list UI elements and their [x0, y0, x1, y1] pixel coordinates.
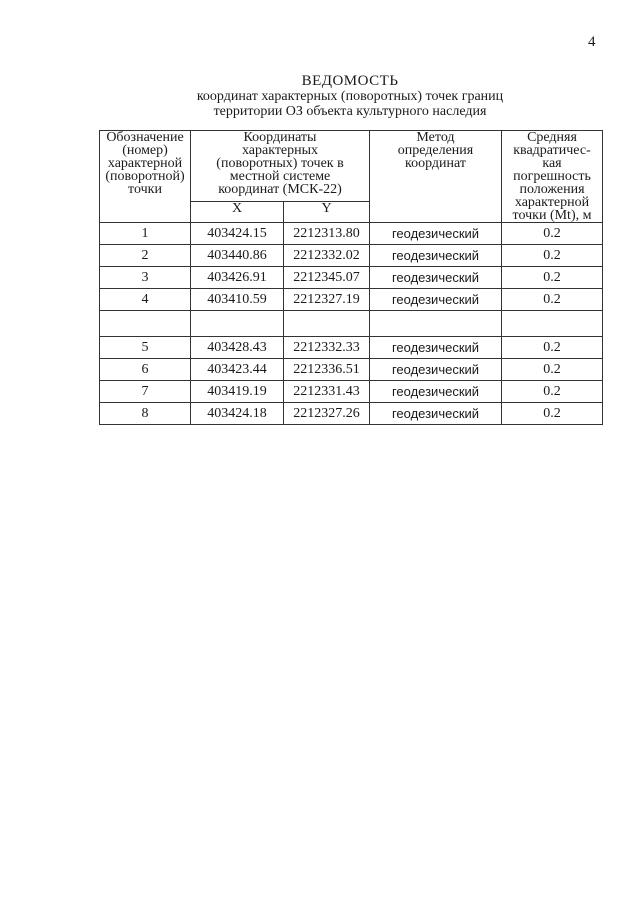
x-coordinate: 403423.44 [191, 359, 284, 381]
mean-square-error: 0.2 [502, 381, 603, 403]
y-coordinate: 2212332.33 [284, 337, 370, 359]
y-coordinate: 2212327.19 [284, 289, 370, 311]
point-number: 6 [100, 359, 191, 381]
table-row [100, 223, 603, 245]
mean-square-error: 0.2 [502, 245, 603, 267]
method: геодезический [370, 381, 502, 403]
point-number: 4 [100, 289, 191, 311]
header-method: Метод определения координат [370, 131, 502, 223]
mean-square-error: 0.2 [502, 337, 603, 359]
header-point-designation: Обозначение (номер) характерной (поворотной) точки [100, 131, 191, 223]
point-number: 7 [100, 381, 191, 403]
document-subtitle-line-1: координат характерных (поворотных) точек границ [196, 89, 504, 104]
coordinates-table [99, 130, 603, 425]
x-coordinate: 403410.59 [191, 289, 284, 311]
point-number: 1 [100, 223, 191, 245]
document-heading [150, 73, 550, 119]
table-row [100, 337, 603, 359]
table-row [100, 289, 603, 311]
point-number: 3 [100, 267, 191, 289]
header-x: X [191, 202, 284, 223]
method: геодезический [370, 223, 502, 245]
method: геодезический [370, 267, 502, 289]
x-coordinate: 403424.18 [191, 403, 284, 425]
y-coordinate: 2212331.43 [284, 381, 370, 403]
mean-square-error: 0.2 [502, 403, 603, 425]
point-number: 8 [100, 403, 191, 425]
x-coordinate: 403428.43 [191, 337, 284, 359]
x-coordinate: 403419.19 [191, 381, 284, 403]
document-subtitle-line-2: территории ОЗ объекта культурного наследия [213, 104, 487, 119]
method: геодезический [370, 403, 502, 425]
mean-square-error: 0.2 [502, 223, 603, 245]
x-coordinate: 403424.15 [191, 223, 284, 245]
y-coordinate: 2212332.02 [284, 245, 370, 267]
table-row [100, 359, 603, 381]
y-coordinate: 2212313.80 [284, 223, 370, 245]
header-y: Y [284, 202, 370, 223]
y-coordinate: 2212327.26 [284, 403, 370, 425]
table-row [100, 245, 603, 267]
point-number: 5 [100, 337, 191, 359]
method: геодезический [370, 359, 502, 381]
mean-square-error: 0.2 [502, 289, 603, 311]
method: геодезический [370, 337, 502, 359]
table-row [100, 381, 603, 403]
table-row [100, 403, 603, 425]
mean-square-error: 0.2 [502, 267, 603, 289]
empty-separator-row [100, 311, 603, 337]
header-coordinates: Координаты характерных (поворотных) точек в местной системе координат (МСК-22) [191, 131, 370, 202]
y-coordinate: 2212345.07 [284, 267, 370, 289]
point-number: 2 [100, 245, 191, 267]
x-coordinate: 403440.86 [191, 245, 284, 267]
method: геодезический [370, 289, 502, 311]
table-row [100, 267, 603, 289]
method: геодезический [370, 245, 502, 267]
y-coordinate: 2212336.51 [284, 359, 370, 381]
document-title: ВЕДОМОСТЬ [301, 73, 399, 89]
mean-square-error: 0.2 [502, 359, 603, 381]
x-coordinate: 403426.91 [191, 267, 284, 289]
header-mean-square-error: Средняя квадратичес- кая погрешность положения характерной точки (Mt), м [502, 131, 603, 223]
page-number: 4 [588, 34, 596, 50]
